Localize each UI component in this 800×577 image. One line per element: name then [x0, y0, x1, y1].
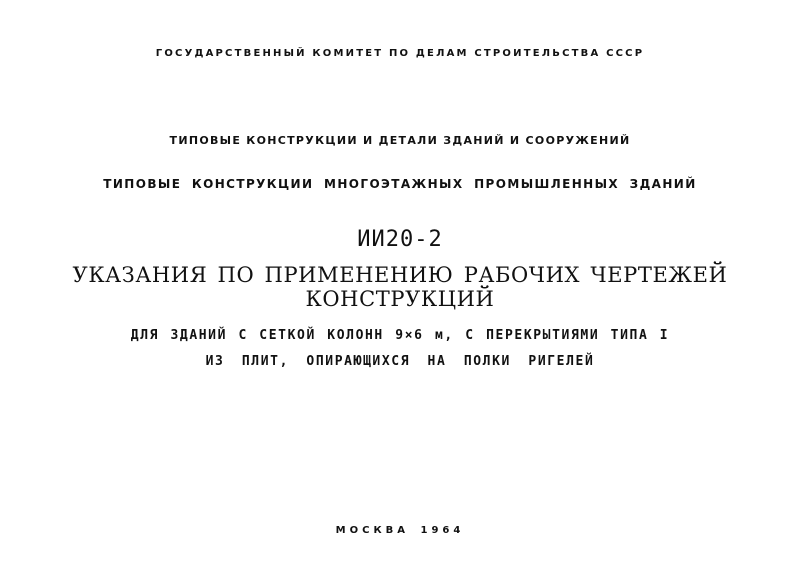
description-line-1: ДЛЯ ЗДАНИЙ С СЕТКОЙ КОЛОНН 9×6 м, С ПЕРЕКРЫТИЯМИ ТИПА I — [130, 328, 670, 343]
document-title-line-2: КОНСТРУКЦИЙ — [305, 287, 495, 311]
document-title-line-1: УКАЗАНИЯ ПО ПРИМЕНЕНИЮ РАБОЧИХ ЧЕРТЕЖЕЙ — [72, 263, 728, 287]
agency-heading: ГОСУДАРСТВЕННЫЙ КОМИТЕТ ПО ДЕЛАМ СТРОИТЕЛЬСТВА СССР — [155, 48, 645, 59]
subcollection-heading: ТИПОВЫЕ КОНСТРУКЦИИ МНОГОЭТАЖНЫХ ПРОМЫШЛЕННЫХ ЗДАНИЙ — [103, 177, 697, 191]
collection-heading: ТИПОВЫЕ КОНСТРУКЦИИ И ДЕТАЛИ ЗДАНИЙ И СООРУЖЕНИЙ — [169, 134, 631, 147]
description-line-2: ИЗ ПЛИТ, ОПИРАЮЩИХСЯ НА ПОЛКИ РИГЕЛЕЙ — [205, 354, 595, 369]
series-code: ИИ20-2 — [357, 227, 443, 252]
imprint-place-year: МОСКВА 1964 — [335, 525, 465, 536]
